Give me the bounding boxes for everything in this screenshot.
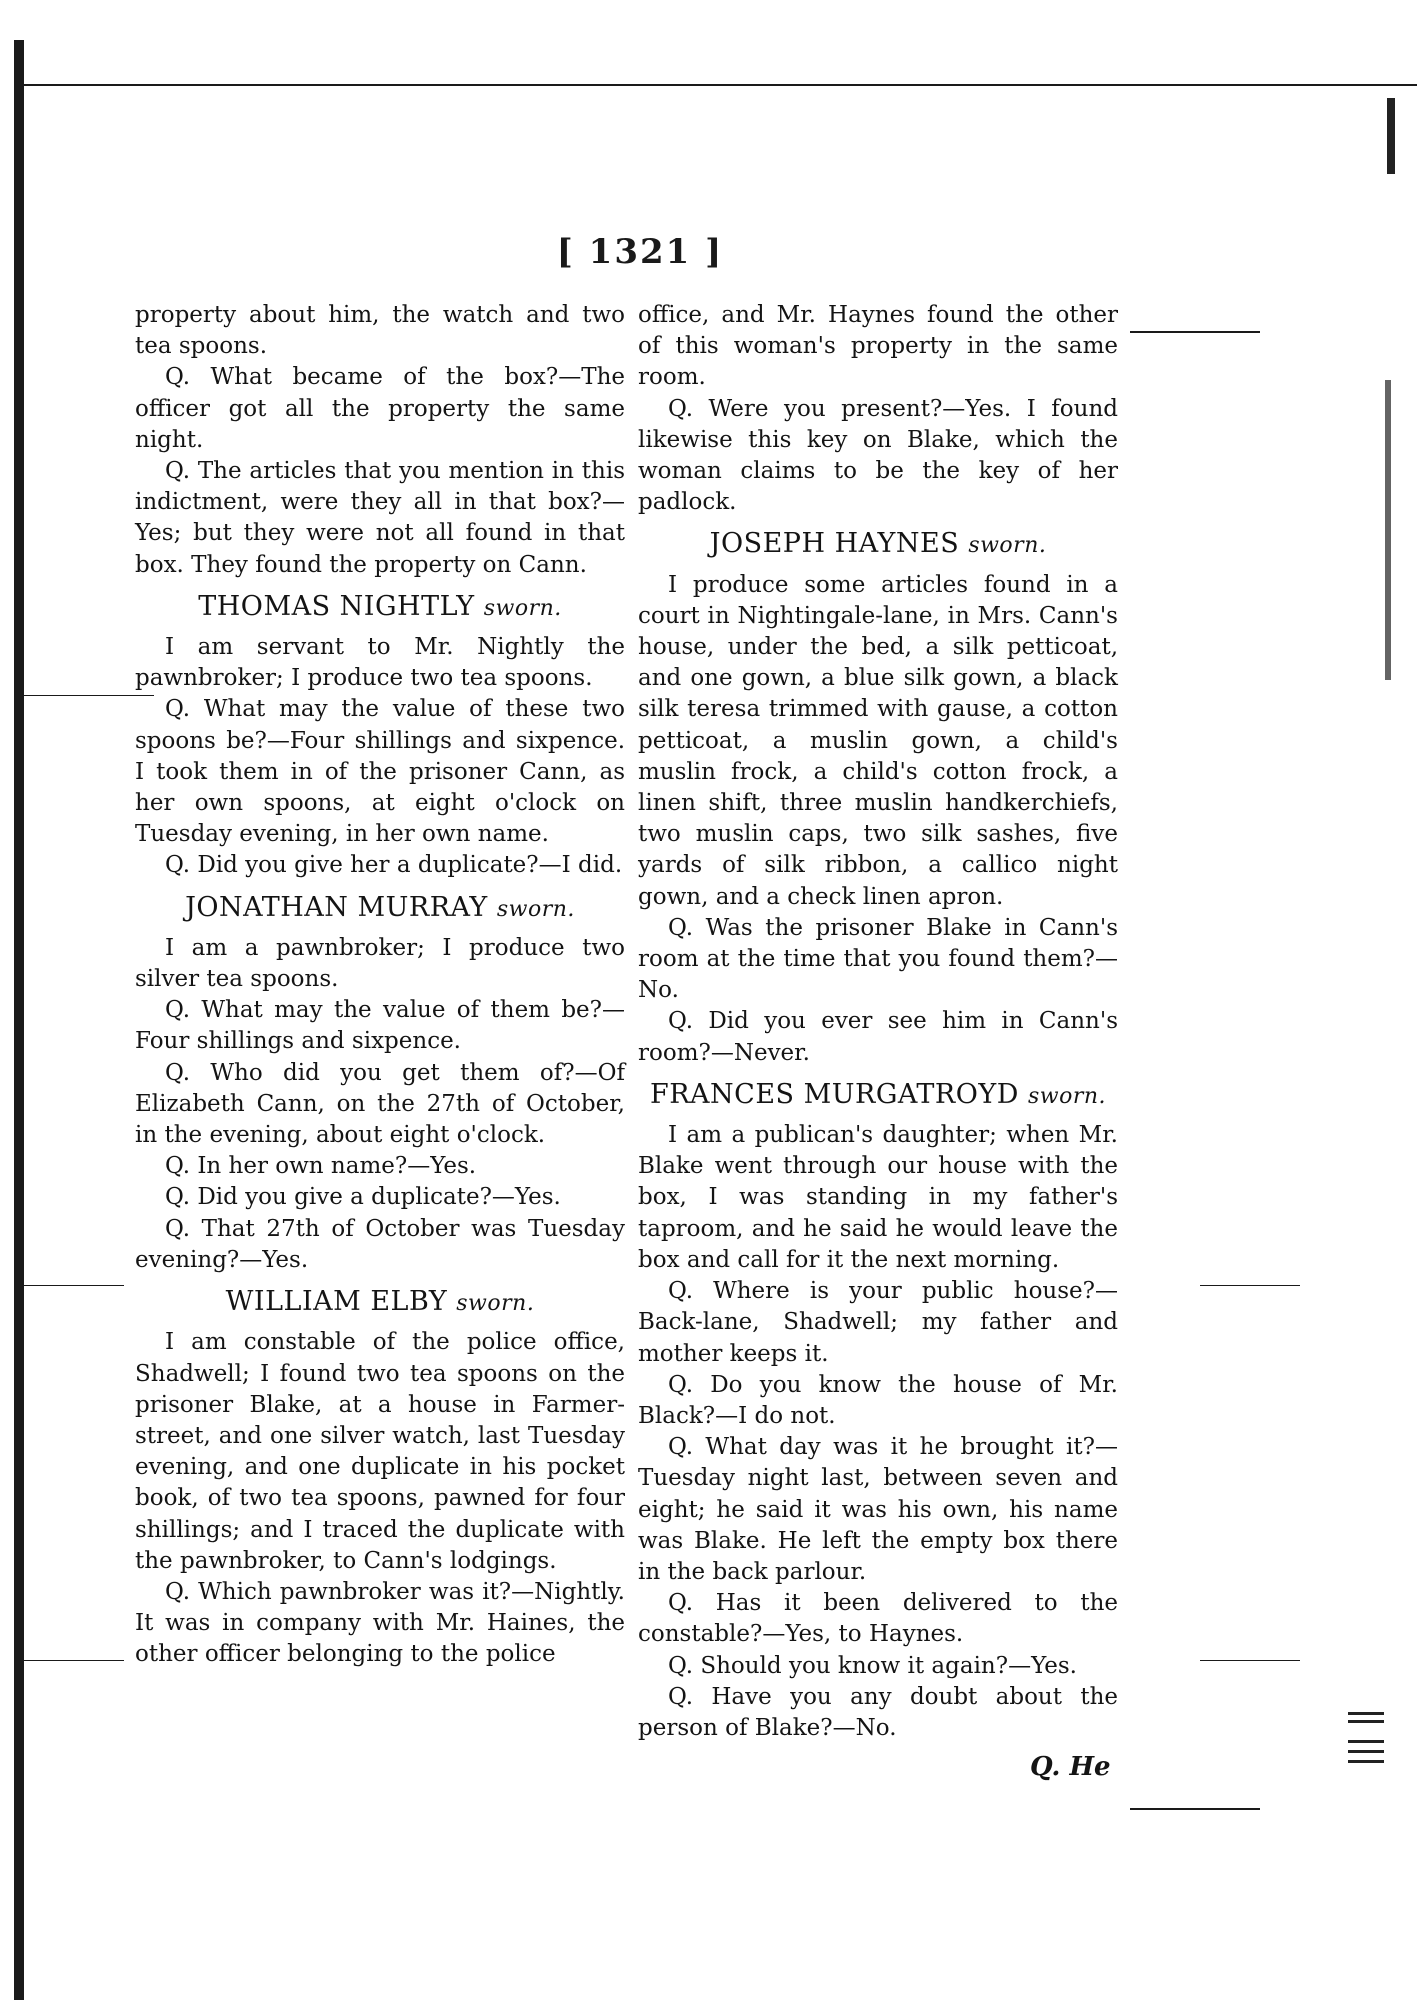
testimony-paragraph: Q. What may the value of them be?—Four shillings and sixpence. (135, 997, 625, 1055)
margin-line (1200, 1660, 1300, 1661)
sworn-label: sworn. (1027, 1083, 1107, 1109)
sworn-label: sworn. (968, 533, 1047, 559)
margin-line (24, 1660, 124, 1661)
testimony-paragraph: Q. Did you give a duplicate?—Yes. (165, 1184, 561, 1211)
testimony-paragraph: Q. Where is your public house?—Back-lane, Shadwell; my father and mother keeps it. (638, 1278, 1118, 1367)
witness-heading (638, 528, 1118, 561)
testimony-paragraph: Q. Which pawnbroker was it?—Nightly. It was in company with Mr. Haines, the other officer belonging to the police (135, 1578, 625, 1668)
testimony-paragraph: Q. In her own name?—Yes. (165, 1153, 477, 1180)
testimony-paragraph: I am constable of the police office, Shadwell; I found two tea spoons on the prisoner Blake, at a house in Farmer-street, and one silver watch, last Tuesday evening, and one duplicate in his pocket book, of two tea spoons, pawned for four shillings; and I traced the duplicate with the pawnbroker, to Cann's lodgings. (135, 1329, 625, 1574)
testimony-paragraph: Q. Were you present?—Yes. I found likewise this key on Blake, which the woman claims to be the key of her padlock. (638, 395, 1118, 516)
right-column (638, 300, 1118, 1744)
left-binding-edge (14, 40, 24, 2000)
testimony-paragraph: property about him, the watch and two tea spoons. (135, 302, 625, 360)
testimony-paragraph: office, and Mr. Haynes found the other of this woman's property in the same room. (638, 302, 1118, 391)
top-rule (24, 84, 1417, 86)
sworn-label: sworn. (496, 896, 575, 922)
scan-mark (1348, 1750, 1384, 1753)
testimony-paragraph: Q. Do you know the house of Mr. Black?—I do not. (638, 1371, 1118, 1429)
catchword: Q. He (1030, 1752, 1111, 1782)
witness-name: JONATHAN MURRAY (185, 891, 488, 923)
witness-name: JOSEPH HAYNES (709, 528, 960, 560)
scan-mark (1348, 1740, 1384, 1743)
testimony-paragraph: Q. The articles that you mention in this indictment, were they all in that box?—Yes; but they were not all found in that box. They found the property on Cann. (135, 458, 625, 578)
witness-heading (135, 892, 625, 925)
witness-heading (135, 1286, 625, 1319)
testimony-paragraph: Q. Have you any doubt about the person of Blake?—No. (638, 1683, 1118, 1741)
scan-mark (1387, 98, 1395, 174)
scan-mark (1385, 380, 1391, 680)
testimony-paragraph: I produce some articles found in a court in Nightingale-lane, in Mrs. Cann's house, under the bed, a silk petticoat, and one gown, a blue silk gown, a black silk teresa trimmed with gause, a cotton petticoat, a muslin gown, a child's muslin frock, a child's cotton frock, a linen shift, three muslin handkerchiefs, two muslin caps, two silk sashes, five yards of silk ribbon, a callico night gown, and a check linen apron. (638, 571, 1118, 910)
scan-mark (1348, 1712, 1384, 1715)
witness-heading (638, 1079, 1118, 1112)
testimony-paragraph: Q. What day was it he brought it?—Tuesday night last, between seven and eight; he said it was his own, his name was Blake. He left the empty box there in the back parlour. (638, 1434, 1118, 1585)
witness-name: WILLIAM ELBY (225, 1286, 448, 1318)
scan-mark (1348, 1760, 1384, 1763)
page-number: [ 1321 ] (556, 232, 724, 272)
witness-name: FRANCES MURGATROYD (649, 1078, 1019, 1110)
witness-heading (135, 591, 625, 624)
testimony-paragraph: I am servant to Mr. Nightly the pawnbroker; I produce two tea spoons. (135, 634, 625, 692)
testimony-paragraph: Q. What became of the box?—The officer got all the property the same night. (135, 364, 625, 453)
testimony-paragraph: Q. What may the value of these two spoons be?—Four shillings and sixpence. I took them in of the prisoner Cann, as her own spoons, at eight o'clock on Tuesday evening, in her own name. (135, 696, 625, 848)
testimony-paragraph: Q. Has it been delivered to the constable?—Yes, to Haynes. (638, 1590, 1118, 1648)
sworn-label: sworn. (483, 595, 562, 621)
testimony-paragraph: Q. Did you ever see him in Cann's room?—Never. (638, 1008, 1118, 1066)
margin-line (1200, 1285, 1300, 1286)
testimony-paragraph: Q. Was the prisoner Blake in Cann's room at the time that you found them?—No. (638, 914, 1118, 1004)
sworn-label: sworn. (456, 1291, 535, 1317)
right-rule-top (1130, 331, 1260, 333)
left-column (135, 300, 625, 1671)
testimony-paragraph: Q. Who did you get them of?—Of Elizabeth Cann, on the 27th of October, in the evening, about eight o'clock. (135, 1059, 625, 1149)
testimony-paragraph: Q. Should you know it again?—Yes. (668, 1652, 1077, 1679)
testimony-paragraph: Q. Did you give her a duplicate?—I did. (165, 852, 623, 879)
testimony-paragraph: Q. That 27th of October was Tuesday evening?—Yes. (135, 1215, 625, 1273)
testimony-paragraph: I am a pawnbroker; I produce two silver tea spoons. (135, 934, 625, 993)
scan-mark (1348, 1720, 1384, 1723)
margin-line (24, 1285, 124, 1286)
bottom-rule (1130, 1808, 1260, 1810)
testimony-paragraph: I am a publican's daughter; when Mr. Blake went through our house with the box, I was standing in my father's taproom, and he said he would leave the box and call for it the next morning. (638, 1122, 1118, 1273)
witness-name: THOMAS NIGHTLY (198, 590, 475, 622)
